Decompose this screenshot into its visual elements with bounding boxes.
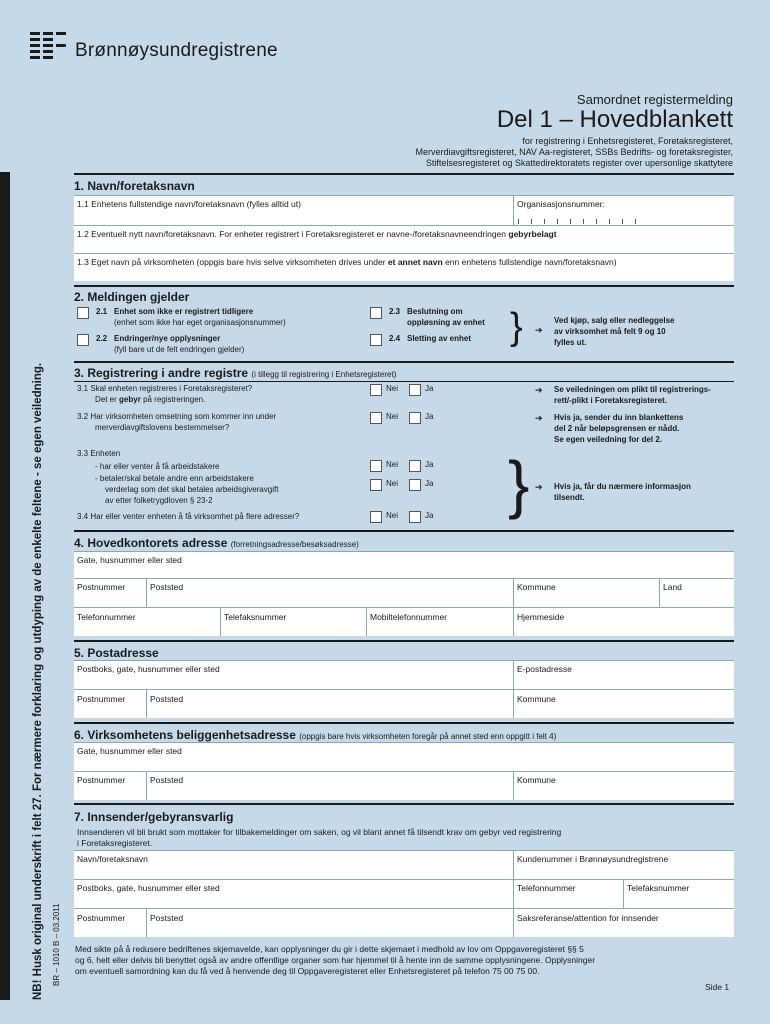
footer-text: Med sikte på å redusere bedriftenes skjemavelde, kan opplysninger du gir i dette skjemaet i medhold av lov om Oppgaveregisteret §§ 5 xyxy=(75,944,584,954)
option-2-1-label: Enhet som ikke er registrert tidligere xyxy=(114,307,254,316)
section-2-title: 2. Meldingen gjelder xyxy=(74,290,190,304)
checkbox-3-1-nei[interactable] xyxy=(370,384,382,396)
arrow-icon: ➔ xyxy=(535,482,543,492)
section-7-title: 7. Innsender/gebyransvarlig xyxy=(74,810,234,824)
option-2-4-label: Sletting av enhet xyxy=(407,334,472,343)
own-name-label: 1.3 Eget navn på virksomheten (oppgis bare hvis selve virksomheten drives under et annet navn enn enhetens fullstendige navn/foretaksnavn) xyxy=(77,257,617,267)
checkbox-3-2-nei[interactable] xyxy=(370,412,382,424)
brace-icon: } xyxy=(508,448,530,520)
section-6-title: 6. Virksomhetens beliggenhetsadresse (oppgis bare hvis virksomheten foregår på annet sted enn oppgitt i felt 4) xyxy=(74,728,557,742)
checkbox-3-3a-ja[interactable] xyxy=(409,460,421,472)
new-name-label: 1.2 Eventuelt nytt navn/foretaksnavn. For enheter registrert i Foretaksregisteret er navne-/foretaksnavneendringen gebyrbelagt xyxy=(77,229,557,239)
logo-icon xyxy=(30,32,66,64)
form-description: for registrering i Enhetsregisteret, Foretaksregisteret, Merverdiavgiftsregisteret, NAV Aa-registeret, SSBs Bedrifts- og foretaksregister, Stiftelsesregisteret og Skattedirektoratets register over upersonlige skattytere xyxy=(415,136,733,168)
section-4-title: 4. Hovedkontorets adresse (forretningsadresse/besøksadresse) xyxy=(74,536,359,550)
arrow-icon: ➔ xyxy=(535,385,543,395)
checkbox-3-4-ja[interactable] xyxy=(409,511,421,523)
divider xyxy=(74,530,734,532)
checkbox-2-4[interactable] xyxy=(370,334,382,346)
divider xyxy=(74,722,734,724)
divider xyxy=(74,361,734,363)
checkbox-3-2-ja[interactable] xyxy=(409,412,421,424)
arrow-icon: ➔ xyxy=(535,413,543,423)
page-number: Side 1 xyxy=(705,982,730,992)
divider xyxy=(74,285,734,287)
option-2-2-label: Endringer/nye opplysninger xyxy=(114,334,221,343)
side-bar xyxy=(0,172,10,1000)
side-note: NB! Husk original underskrift i felt 27. For nærmere forklaring og utdyping av de enkelte feltene - se egen veiledning. xyxy=(32,362,44,1000)
checkbox-3-3a-nei[interactable] xyxy=(370,460,382,472)
form-subtitle: Samordnet registermelding xyxy=(576,92,733,107)
section-1-title: 1. Navn/foretaksnavn xyxy=(74,179,195,193)
arrow-icon: ➔ xyxy=(535,325,543,335)
checkbox-3-3b-ja[interactable] xyxy=(409,479,421,491)
checkbox-2-1[interactable] xyxy=(77,307,89,319)
section-3-title: 3. Registrering i andre registre (i tillegg til registrering i Enhetsregisteret) xyxy=(74,366,397,380)
checkbox-3-1-ja[interactable] xyxy=(409,384,421,396)
checkbox-3-4-nei[interactable] xyxy=(370,511,382,523)
divider xyxy=(74,640,734,642)
checkbox-2-2[interactable] xyxy=(77,334,89,346)
divider xyxy=(74,803,734,805)
form-code: BR – 1010 B – 03.2011 xyxy=(52,903,61,986)
form-title: Del 1 – Hovedblankett xyxy=(496,106,733,133)
brand-name: Brønnøysundregistrene xyxy=(75,40,278,61)
orgnr-label: Organisasjonsnummer: xyxy=(517,199,605,209)
checkbox-2-3[interactable] xyxy=(370,307,382,319)
section-5-title: 5. Postadresse xyxy=(74,646,159,660)
name-label: 1.1 Enhetens fullstendige navn/foretaksnavn (fylles alltid ut) xyxy=(77,199,301,209)
brace-icon: } xyxy=(510,306,523,348)
checkbox-3-3b-nei[interactable] xyxy=(370,479,382,491)
option-2-3-label: Beslutning om xyxy=(407,307,463,316)
divider xyxy=(74,173,734,175)
